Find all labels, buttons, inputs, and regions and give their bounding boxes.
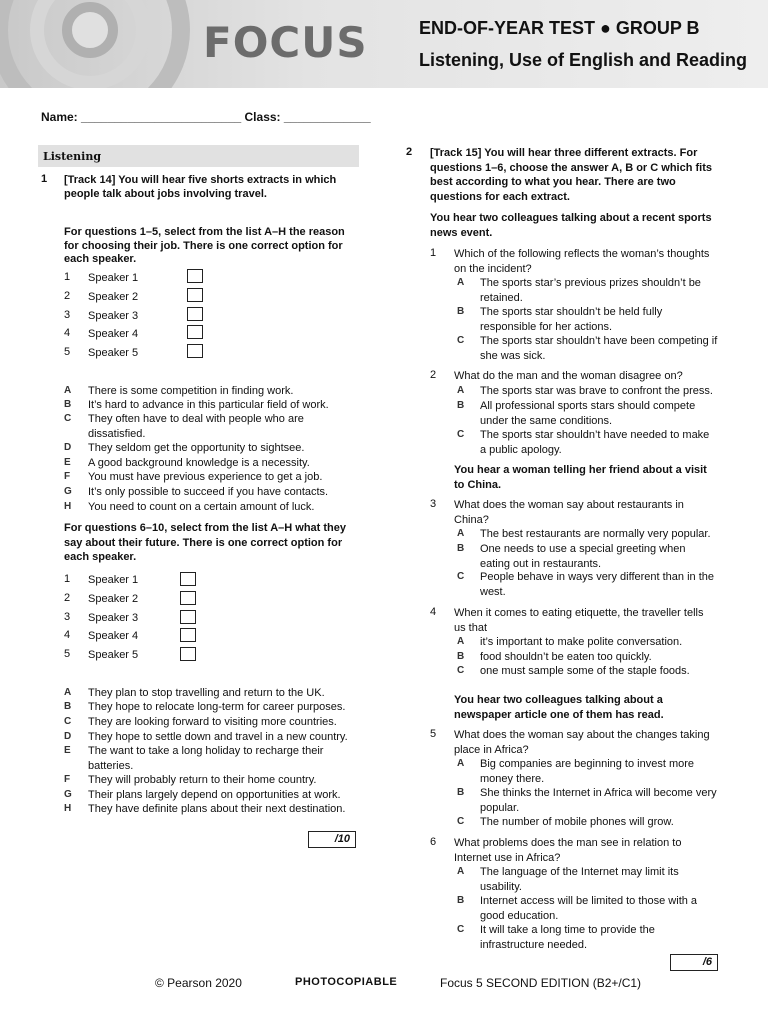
mc-option-text: The sports star shouldn’t have been competing if — [480, 335, 718, 347]
answer-checkbox[interactable] — [187, 344, 203, 358]
option-text: It’s only possible to succeed if you have contacts. — [88, 486, 329, 498]
mc-option-text: People behave in ways very different than in the — [480, 571, 715, 583]
mc-option-text: Big companies are beginning to invest more — [480, 758, 695, 770]
footer-copyright: © Pearson 2020 — [155, 976, 242, 990]
question-number-1: 1 — [41, 173, 48, 185]
speaker-number: 2 — [64, 290, 71, 302]
option-letter: B — [64, 399, 72, 410]
mc-option-letter: B — [457, 651, 465, 662]
option-letter: H — [64, 501, 72, 512]
option-text: You need to count on a certain amount of luck. — [88, 501, 315, 513]
option-letter: D — [64, 731, 72, 742]
option-letter: A — [64, 385, 72, 396]
speaker-number: 1 — [64, 573, 71, 585]
mc-option-text: responsible for her actions. — [480, 320, 613, 333]
mc-option-text: One needs to use a special greeting when — [480, 543, 686, 555]
mc-question-text: What does the woman say about restaurants in — [454, 499, 684, 511]
option-text: You must have previous experience to get a job. — [88, 471, 323, 483]
option-letter: E — [64, 457, 71, 468]
mc-option-letter: A — [457, 385, 465, 396]
mc-question-text: Internet use in Africa? — [454, 851, 561, 864]
answer-checkbox[interactable] — [180, 591, 196, 605]
mc-option-text: it’s important to make polite conversation. — [480, 636, 683, 648]
question-instruction: each speaker. — [64, 253, 137, 265]
option-letter: D — [64, 442, 72, 453]
speaker-label: Speaker 4 — [88, 328, 139, 340]
question-intro: [Track 15] You will hear three different extracts. For — [430, 147, 698, 159]
answer-checkbox[interactable] — [187, 288, 203, 302]
mc-question-text: us that — [454, 621, 488, 634]
speaker-number: 1 — [64, 271, 71, 283]
mc-question-text: China? — [454, 513, 489, 526]
mc-question-text: place in Africa? — [454, 743, 529, 756]
mc-question-text: What do the man and the woman disagree on? — [454, 370, 683, 382]
mc-option-letter: B — [457, 787, 465, 798]
speaker-number: 5 — [64, 648, 71, 660]
option-text: They are looking forward to visiting more countries. — [88, 716, 337, 728]
question-intro: best according to what you hear. There are two — [430, 176, 676, 189]
mc-option-letter: C — [457, 924, 465, 935]
answer-checkbox[interactable] — [180, 628, 196, 642]
answer-checkbox[interactable] — [180, 572, 196, 586]
mc-option-letter: A — [457, 636, 465, 647]
focus-logo: FOCUS — [203, 18, 368, 67]
speaker-label: Speaker 2 — [88, 593, 139, 605]
section-heading-bar — [38, 145, 359, 167]
mc-question-number: 6 — [430, 836, 437, 848]
mc-option-text: All professional sports stars should compete — [480, 400, 696, 412]
option-text: dissatisfied. — [88, 427, 146, 440]
mc-option-text: The best restaurants are normally very popular. — [480, 528, 711, 540]
option-text: A good background knowledge is a necessity. — [88, 457, 310, 469]
option-letter: H — [64, 803, 72, 814]
speaker-label: Speaker 1 — [88, 574, 139, 586]
mc-option-letter: C — [457, 429, 465, 440]
footer-edition: Focus 5 SECOND EDITION (B2+/C1) — [440, 976, 642, 990]
option-letter: G — [64, 486, 72, 497]
mc-option-text: It will take a long time to provide the — [480, 924, 655, 936]
mc-option-text: The sports star’s previous prizes shouldn’t be — [480, 277, 701, 289]
speaker-label: Speaker 5 — [88, 347, 139, 359]
option-text: They hope to relocate long-term for career purposes. — [88, 701, 346, 713]
mc-option-text: retained. — [480, 291, 523, 304]
question-intro: questions 1–6, choose the answer A, B or C which fits — [430, 161, 712, 174]
answer-checkbox[interactable] — [187, 269, 203, 283]
speaker-label: Speaker 2 — [88, 291, 139, 303]
test-subtitle: Listening, Use of English and Reading — [419, 50, 748, 70]
mc-option-letter: B — [457, 543, 465, 554]
mc-option-letter: B — [457, 306, 465, 317]
option-text: They plan to stop travelling and return to the UK. — [88, 687, 325, 699]
question-instruction: For questions 1–5, select from the list A–H the reason — [64, 226, 345, 238]
speaker-label: Speaker 1 — [88, 272, 139, 284]
answer-checkbox[interactable] — [180, 610, 196, 624]
mc-question-text: Which of the following reflects the woman’s thoughts — [454, 248, 710, 260]
mc-option-text: under the same conditions. — [480, 414, 613, 427]
speaker-label: Speaker 3 — [88, 612, 139, 624]
mc-option-text: food shouldn’t be eaten too quickly. — [480, 651, 652, 663]
speaker-number: 4 — [64, 629, 71, 641]
mc-question-number: 3 — [430, 498, 437, 510]
option-text: They often have to deal with people who are — [88, 413, 304, 425]
mc-question-text: What problems does the man see in relation to — [454, 837, 682, 849]
option-text: Their plans largely depend on opportunities at work. — [88, 789, 341, 801]
option-letter: C — [64, 716, 72, 727]
mc-option-text: a public apology. — [480, 443, 562, 456]
mc-option-text: The number of mobile phones will grow. — [480, 816, 674, 828]
mc-option-text: The sports star shouldn’t be held fully — [480, 306, 663, 318]
option-text: They seldom get the opportunity to sightsee. — [88, 442, 305, 454]
speaker-number: 3 — [64, 611, 71, 623]
mc-option-letter: A — [457, 758, 465, 769]
speaker-number: 3 — [64, 309, 71, 321]
mc-option-text: The sports star shouldn’t have needed to make — [480, 429, 710, 441]
mc-option-letter: B — [457, 400, 465, 411]
speaker-number: 5 — [64, 346, 71, 358]
mc-question-number: 2 — [430, 369, 437, 381]
name-class-line: Name: ________________________ Class: _____________ — [41, 110, 371, 124]
test-title: END-OF-YEAR TEST ● GROUP B — [419, 18, 700, 38]
option-letter: E — [64, 745, 71, 756]
speaker-number: 4 — [64, 327, 71, 339]
mc-option-letter: A — [457, 277, 465, 288]
option-letter: F — [64, 774, 71, 785]
score-box-q2 — [670, 954, 718, 971]
mc-option-text: popular. — [480, 801, 520, 814]
option-text: They will probably return to their home country. — [88, 774, 317, 786]
mc-option-text: one must sample some of the staple foods. — [480, 665, 690, 677]
option-letter: G — [64, 789, 72, 800]
option-letter: F — [64, 471, 71, 482]
mc-option-text: eating out in restaurants. — [480, 557, 602, 570]
extract-heading: news event. — [430, 226, 493, 239]
mc-option-text: usability. — [480, 880, 522, 893]
extract-heading: You hear two colleagues talking about a — [454, 694, 663, 706]
page-header — [0, 0, 768, 88]
answer-checkbox[interactable] — [187, 325, 203, 339]
mc-question-number: 1 — [430, 247, 437, 259]
extract-heading: You hear two colleagues talking about a recent sports — [430, 212, 712, 224]
mc-option-letter: C — [457, 816, 465, 827]
option-text: They have definite plans about their next destination. — [88, 803, 346, 815]
extract-heading: newspaper article one of them has read. — [454, 708, 664, 721]
option-letter: A — [64, 687, 72, 698]
score-q1: /10 — [334, 833, 350, 845]
mc-question-number: 4 — [430, 606, 437, 618]
option-text: It’s hard to advance in this particular field of work. — [88, 399, 329, 411]
option-letter: C — [64, 413, 72, 424]
mc-question-text: on the incident? — [454, 262, 532, 275]
mc-question-text: What does the woman say about the changes taking — [454, 729, 710, 741]
score-q2: /6 — [702, 956, 712, 968]
footer-photocopiable: PHOTOCOPIABLE — [295, 976, 398, 988]
mc-option-text: She thinks the Internet in Africa will become very — [480, 787, 717, 799]
mc-question-text: When it comes to eating etiquette, the traveller tells — [454, 607, 704, 619]
speaker-label: Speaker 4 — [88, 630, 139, 642]
mc-option-letter: C — [457, 571, 465, 582]
mc-option-text: she was sick. — [480, 349, 546, 362]
question-instruction: say about their future. There is one correct option for — [64, 536, 343, 549]
option-text: There is some competition in finding work. — [88, 385, 294, 397]
question-instruction: For questions 6–10, select from the list A–H what they — [64, 522, 346, 534]
answer-checkbox[interactable] — [187, 307, 203, 321]
logo-ring-inner — [62, 2, 118, 58]
extract-heading: You hear a woman telling her friend about a visit — [454, 464, 707, 476]
mc-option-letter: A — [457, 528, 465, 539]
option-text: The want to take a long holiday to recharge their — [88, 745, 324, 757]
mc-option-text: infrastructure needed. — [480, 938, 588, 951]
question-instruction: each speaker. — [64, 551, 137, 563]
mc-option-text: good education. — [480, 909, 559, 922]
mc-option-text: west. — [480, 585, 506, 598]
extract-heading: to China. — [454, 478, 502, 491]
option-text: batteries. — [88, 759, 134, 772]
mc-option-letter: C — [457, 335, 465, 346]
answer-checkbox[interactable] — [180, 647, 196, 661]
mc-option-text: The sports star was brave to confront the press. — [480, 385, 713, 397]
mc-option-text: The language of the Internet may limit its — [480, 866, 679, 878]
question-intro: people talk about jobs involving travel. — [64, 188, 267, 200]
question-number-2: 2 — [406, 146, 413, 158]
mc-question-number: 5 — [430, 728, 437, 740]
question-instruction: for choosing their job. There is one correct option for — [64, 239, 343, 252]
question-intro: [Track 14] You will hear five shorts extracts in which — [64, 174, 337, 186]
mc-option-text: Internet access will be limited to those with a — [480, 895, 698, 907]
score-box-q1 — [308, 831, 356, 848]
question-intro: questions for each extract. — [430, 190, 570, 203]
mc-option-letter: A — [457, 866, 465, 877]
mc-option-letter: B — [457, 895, 465, 906]
option-letter: B — [64, 701, 72, 712]
speaker-number: 2 — [64, 592, 71, 604]
mc-option-text: money there. — [480, 772, 545, 785]
option-text: They hope to settle down and travel in a new country. — [88, 731, 348, 743]
mc-option-letter: C — [457, 665, 465, 676]
speaker-label: Speaker 5 — [88, 649, 139, 661]
speaker-label: Speaker 3 — [88, 310, 139, 322]
section-heading: Listening — [43, 150, 102, 163]
